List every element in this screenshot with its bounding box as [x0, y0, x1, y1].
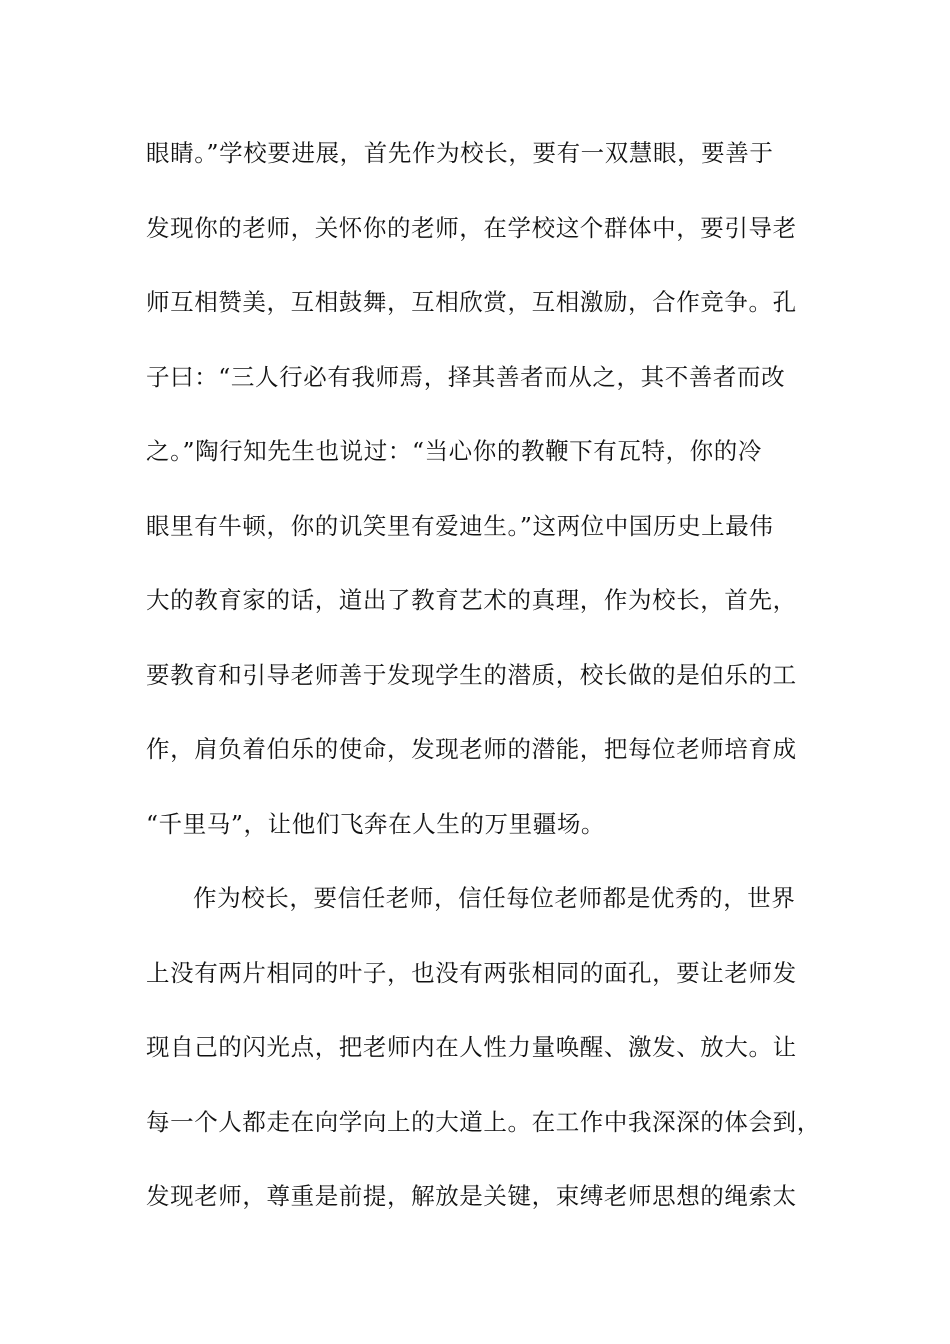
- text-line: 作，肩负着伯乐的使命，发现老师的潜能，把每位老师培育成: [146, 735, 797, 763]
- text-line: 现自己的闪光点，把老师内在人性力量唤醒、激发、放大。让: [146, 1033, 797, 1061]
- text-line: 眼睛。”学校要进展，首先作为校长，要有一双慧眼，要善于: [146, 139, 774, 167]
- text-line: 上没有两片相同的叶子，也没有两张相同的面孔，要让老师发: [146, 958, 797, 987]
- text-line: 发现你的老师，关怀你的老师，在学校这个群体中，要引导老: [146, 213, 797, 242]
- paragraph-2: [146, 871, 821, 1244]
- text-line: 作为校长，要信任老师，信任每位老师都是优秀的，世界: [193, 884, 796, 912]
- text-line: 师互相赞美，互相鼓舞，互相欣赏，互相激励，合作竞争。孔: [146, 288, 797, 316]
- text-line: 眼里有牛顿，你的讥笑里有爱迪生。”这两位中国历史上最伟: [146, 511, 774, 540]
- text-line: “千里马”，让他们飞奔在人生的万里疆场。: [146, 809, 606, 838]
- text-line: 大的教育家的话，道出了教育艺术的真理，作为校长，首先，: [146, 586, 797, 614]
- text-line: 发现老师，尊重是前提，解放是关键，束缚老师思想的绳索太: [146, 1182, 797, 1210]
- text-line: 每一个人都走在向学向上的大道上。在工作中我深深的体会到，: [146, 1107, 821, 1136]
- text-line: 之。”陶行知先生也说过：“当心你的教鞭下有瓦特，你的冷: [146, 437, 762, 465]
- body-text: [146, 126, 821, 1244]
- text-line: 子曰：“三人行必有我师焉，择其善者而从之，其不善者而改: [146, 362, 786, 391]
- paragraph-1: [146, 126, 806, 871]
- text-line: 要教育和引导老师善于发现学生的潜质，校长做的是伯乐的工: [146, 660, 797, 689]
